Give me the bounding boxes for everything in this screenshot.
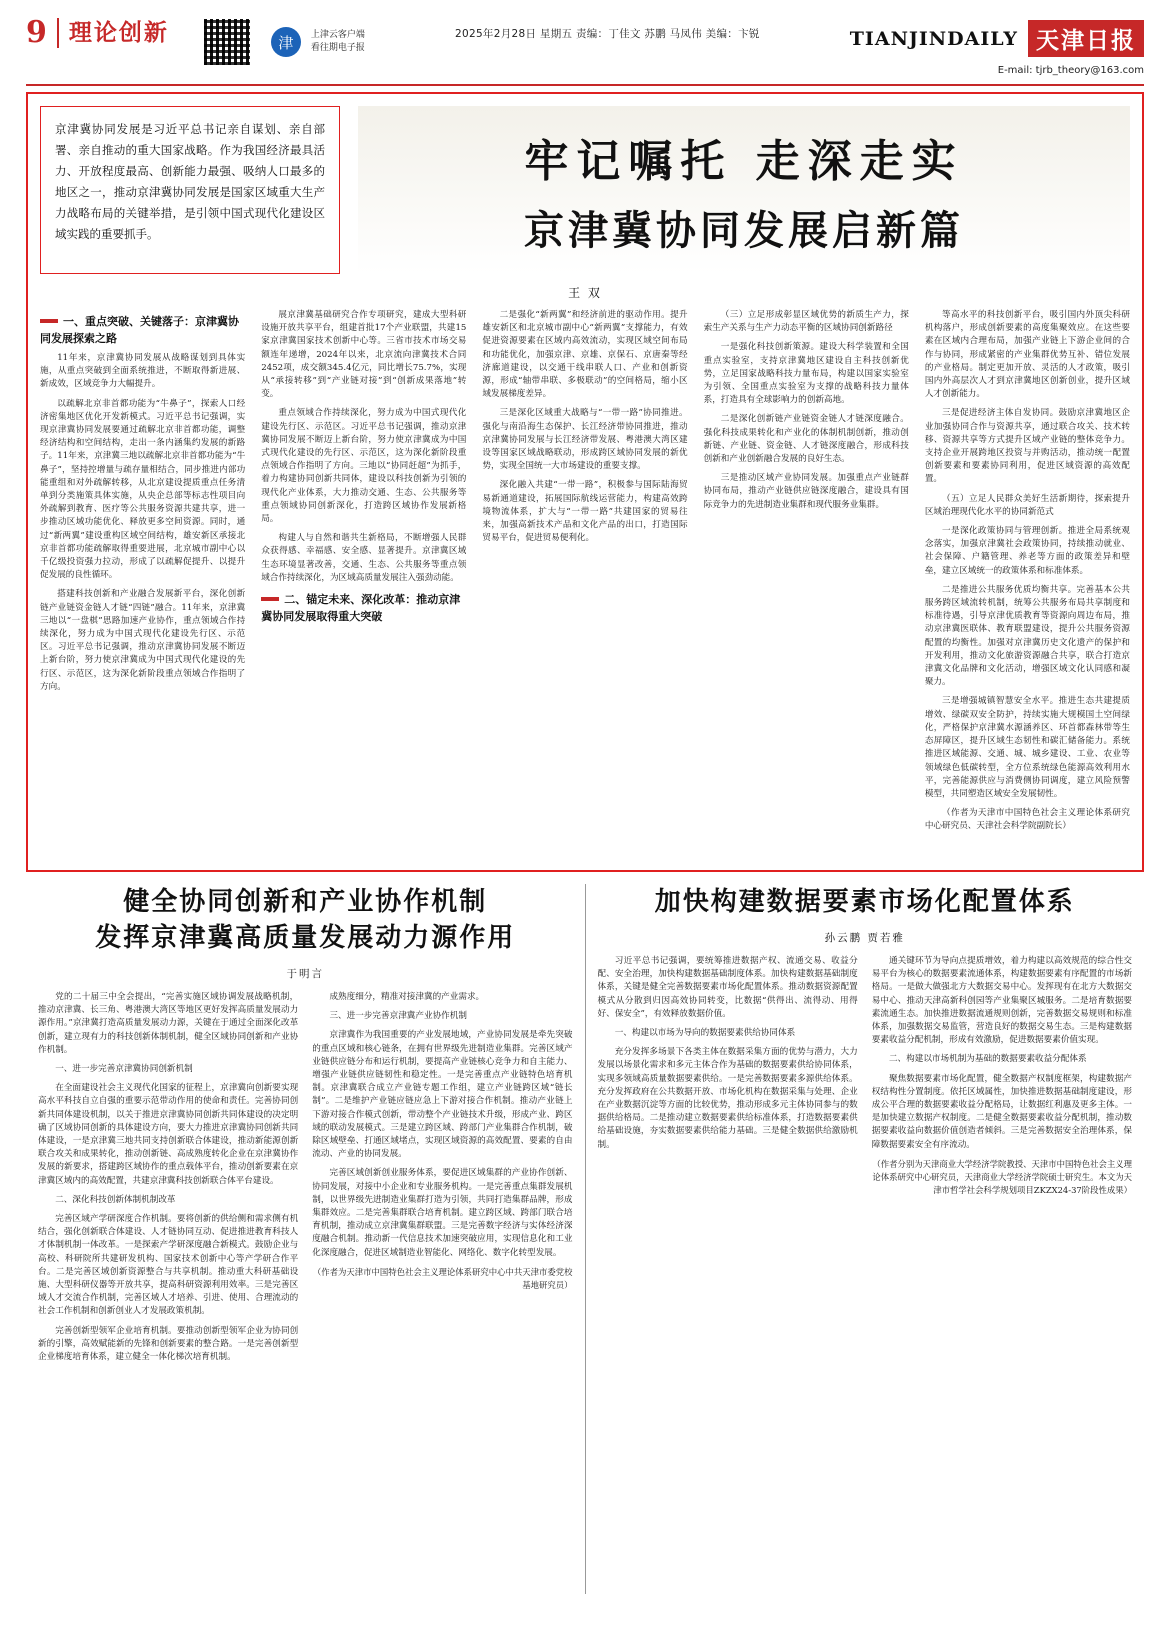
issue-line: 2025年2月28日 星期五 责编：丁佳文 苏鹏 马凤伟 美编：卞锐 [455,28,760,40]
paragraph: 二是推进公共服务优质均衡共享。完善基本公共服务跨区域流转机制，统筹公共服务布局共享制度和标准待遇，引导京津优质教育等资源向周边布局，推动京津冀医联体、教育联盟建设，提升公共服务资源配置的均衡性。加强对京津冀历史文化遗产的保护和开发利用，推动文化旅游资源融合共享，联合打造京津冀文化品牌和文化活动，增强区域文化认同感和凝聚力。 [924,584,1131,688]
paragraph: 搭建科技创新和产业融合发展新平台，深化创新链产业链资金链人才链“四链”融合。11年来，京津冀三地以“一盘棋”思路加速产业协作，重点领域合作持续深化，努力成为中国式现代化建设先行区、示范区。习近平总书记强调，推动京津冀协同发展不断迈上新台阶，努力使京津冀成为中国式现代化建设的先行区、示范区，这为深化新阶段重点领域合作指明了方向。 [40,589,246,692]
feature-author: 王 双 [568,286,602,300]
paragraph: 二、构建以市场机制为基础的数据要素收益分配体系 [888,1054,1087,1065]
article-right-title: 加快构建数据要素市场化配置体系 [654,887,1075,917]
paragraph: 党的二十届三中全会提出，“完善实施区域协调发展战略机制，推动京津冀、长三角、粤港澳大湾区等地区更好发挥高质量发展动力源作用。”京津冀打造高质量发展动力源，关键在于通过全面深化改革创新，建立现有力的科技创新体制机制，健全区域协同创新和产业协作机制。 [38,992,299,1055]
paragraph: 二是深化创新链产业链资金链人才链深度融合。强化科技成果转化和产业化的体制机制创新，推动创新链、产业链、资金链、人才链深度融合，形成科技创新和产业创新融合发展的良好生态。 [703,414,909,465]
paragraph: 三是增强城镇智慧安全水平。推进生态共建提质增效、绿碳双安全防护，持续实施大规模国土空间绿化，严格保护京津冀水源涵养区、环首都森林带等生态屏障区，提升区域生态韧性和碳汇储备能力。系统推进区域能源、交通、城、城乡建设、工业、农业等领域绿色低碳转型，全方位系统绿色能源高效利用水平，完善能源供应与消费侧协同调度，建立风险预警模型，共同塑造区域安全发展韧性。 [924,696,1131,799]
feature-column-1 [40,309,245,840]
feature-title-line2: 京津冀协同发展启新篇 [524,206,964,254]
brand-row [850,20,1144,57]
qr-block [203,18,365,66]
section-title: 理论创新 [68,19,169,46]
article-left [26,884,586,1594]
qr-code-icon[interactable] [203,18,251,66]
paragraph: 习近平总书记强调，要统筹推进数据产权、流通交易、收益分配、安全治理，加快构建数据基础制度体系。加快构建数据基础制度体系，关键是健全完善数据要素市场化配置体系。推动数据资源配置模式从分散到归因高效协同转变，比数据“供得出、流得动、用得好、保安全”，有效释放数据价值。 [597,956,858,1019]
feature-lede: 京津冀协同发展是习近平总书记亲自谋划、亲自部署、亲自推动的重大国家战略。作为我国经济最具活力、开放程度最高、创新能力最强、吸纳人口最多的地区之一，推动京津冀协同发展是国家区域重大生产力战略布局的关键举措，是引领中国式现代化建设区域实践的重要抓手。 [40,106,340,274]
qr-caption-line2: 看往期电子报 [310,43,365,53]
feature-article [26,92,1144,872]
paragraph: （三）立足形成彰显区域优势的新质生产力，探索生产关系与生产力动态平衡的区域协同创新路径 [703,310,909,334]
paragraph: （作者为天津市中国特色社会主义理论体系研究中心研究员、天津社会科学院副院长） [924,808,1131,832]
article-right [586,884,1145,1594]
paragraph: （五）立足人民群众美好生活新期待，探索提升区域治理现代化水平的协同新范式 [924,493,1131,517]
issue-info [365,18,850,41]
article-right-column-2 [872,955,1132,1197]
article-left-byline-note: （作者为天津市中国特色社会主义理论体系研究中心中共天津市委党校基地研究员） [312,1266,573,1290]
paragraph: 展京津冀基础研究合作专项研究，建成大型科研设施开放共享平台，组建首批17个产业联盟，共建15家京津冀国家技术创新中心等。三省市技术市场交易额连年递增，2024年以来，北京流向津冀技术合同2452项，成交额345.4亿元，同比增长75.7%，实现从“承接转移”到“产业链对接”到“创新成果落地”转变。 [261,310,467,400]
masthead [26,15,1144,86]
paragraph: 一是强化科技创新策源。建设大科学装置和全国重点实验室，支持京津冀地区建设自主科技创新优势，立足国家战略科技力量布局，构建以国家实验室为引领、全国重点实验室为支撑的战略科技力量体系，打造具有全球影响力的创新高地。 [703,342,909,406]
feature-header [40,106,1130,274]
red-dash-icon [261,597,279,601]
feature-title-block [358,106,1130,274]
paragraph: 三是推动区域产业协同发展。加强重点产业链群协同布局，推动产业链供应链深度融合，建设具有国际竞争力的先进制造业集群和现代服务业集群。 [703,473,909,510]
page-number: 9 [26,15,47,50]
paragraph: 在全面建设社会主义现代化国家的征程上，京津冀向创新要实现高水平科技自立自强的重要示范带动作用的使命和责任。完善协同创新共同体建设机制，以关于推进京津冀协同创新共同体建设的决定明确了区域协同创新的具体建设方向，要大力推进京津冀协同创新共同体建设，一是京津冀三地共同支持创新联合体建设，推动新能源创新联合攻关和成果转化，推动创新链、高成熟度转化企业在京津冀协作发展的新要求，搭建跨区域协作的重点载体平台，推动创新要素在京津冀区域内的高效配置，共建京津冀科技创新联合体平台建设。 [38,1083,299,1186]
paragraph: 构建人与自然和谐共生新格局，不断增强人民群众获得感、幸福感、安全感、显著提升。京津冀区域生态环境显著改善，交通、生态、公共服务等重点领域合作持续深化，为区域高质量发展注入强劲动能。 [261,533,467,583]
paragraph: 等高水平的科技创新平台，吸引国内外顶尖科研机构落户，形成创新要素的高度集聚效应。在这些要素在区域内合理布局，加强产业链上下游企业间的合作与协同，形成紧密的产业集群优势互补、错位发展的产业格局。制定更加开放、灵活的人才政策，吸引国内外高层次人才到京津冀地区创新创业，提升区域人才创新能力。 [924,310,1131,400]
paragraph: 深化融入共建“一带一路”，积极参与国际陆海贸易新通道建设，拓展国际航线运营能力，构建高效跨境物流体系，扩大与“一带一路”共建国家的贸易往来，加强高新技术产品和文化产品的出口，打造国际贸易平台，促进贸易便利化。 [482,480,688,544]
article-left-title-line2: 发挥京津冀高质量发展动力源作用 [95,923,516,953]
paragraph: 完善创新型领军企业培育机制。要推动创新型领军企业为协同创新的引擎，高效赋能新的先锋和创新要素的整合路。一是完善创新型企业梯度培育体系，建立健全一体化梯次培育机制。 [38,1325,299,1363]
article-left-columns [38,991,573,1370]
article-left-column-2 [312,991,572,1370]
article-right-authors: 孙云鹏 贾若雅 [824,932,905,944]
paragraph: 通关键环节为导向点提质增效，着力构建以高效规范的综合性交易平台为核心的数据要素流通体系，构建数据要素有序配置的市场新格局。一是做大做强北方大数据交易中心。发挥现有在北方大数据交易中心、推动天津高新科创园等产业集聚区城服务。二是培育数据要素流通生态。加快推进数据流通规则创新，完善数据交易规则和标准体系，加强数据交易监管，营造良好的数据交易生态。三是构建数据要素收益分配机制，形成有效激励，促进数据要素价值实现。 [871,956,1132,1046]
email-address: E-mail: tjrb_theory@163.com [997,65,1144,76]
paragraph: 重点领域合作持续深化，努力成为中国式现代化建设先行区、示范区。习近平总书记强调，推动京津冀协同发展不断迈上新台阶，努力使京津冀成为中国式现代化建设的先行区、示范区，这为深化新阶段重点领域合作指明了方向。三地以“协同赶超”为抓手，着力构建协同创新共同体，建设以科技创新为引领的现代化产业体系，大力推动交通、生态、公共服务等重点领域协同创新深化，打造跨区域协作发展新格局。 [261,408,467,525]
feature-subheading-2: 二、锚定未来、深化改革：推动京津冀协同发展取得重大突破 [261,593,461,624]
article-left-column-1 [38,991,298,1370]
paragraph: 二、深化科技创新体制机制改革 [55,1194,176,1205]
masthead-divider [57,18,59,48]
paragraph: 完善区域产学研深度合作机制。要将创新的供给侧和需求侧有机结合，强化创新联合体建设、人才链协同互动、促进推进教育科技人才体制机制一体改革。一是探索产学研深度融合新模式。鼓励企业与高校、科研院所共建研发机构、国家技术创新中心等产学研合作平台。二是完善区域创新资源整合与共享机制。推动重大科研基础设施、大型科研仪器等开放共享，提高科研资源利用效率。三是完善区域人才交流合作机制，完善区域人才培养、引进、使用、合理流动的社会工作机制和创新创业人才发展政策机制。 [38,1214,299,1317]
article-right-column-1 [598,955,858,1197]
feature-subheading-1: 一、重点突破、关键落子：京津冀协同发展探索之路 [40,315,239,345]
bottom-articles [26,884,1144,1594]
paragraph: 成熟度细分，精准对接津冀的产业需求。 [329,992,485,1002]
red-dash-icon [40,319,58,323]
paragraph: 京津冀作为我国重要的产业发展地域，产业协同发展是牵先突破的重点区域和核心链条，在拥有世界级先进制造业集群。完善区域产业链供应链分布和运行机制，要提高产业链核心竞争力和自主能力、增强产业链供应链韧性和稳定性。一是完善重点产业链特色培育机制。京津冀联合成立产业链专题工作组，建立产业链跨区域“链长制”。二是维护产业链应链应急上下游对接合作机制。推动产业链上下游对接合作模式创新，带动整个产业链技术升级，形成产业、跨区域的联动发展模式。三是建立跨区域、跨部门产业集群合作机制，破除区域壁垒、打通区域堵点，实现区域资源的高效配置、要素的自由流动、产业的协同发展。 [312,1030,573,1160]
paragraph: 一是深化政策协同与管理创新。推进全局系统观念落实，加强京津冀社会政策协同，持续推动就业、社会保障、户籍管理、养老等方面的政策差异和壁垒，建立区域统一的政策体系和标准体系。 [924,526,1131,576]
brand-block [850,18,1144,76]
feature-column-2 [261,309,466,840]
paragraph: 三是深化区域重大战略与“一带一路”协同推进。强化与南沿海生态保护、长江经济带协同推进，推动京津冀协同发展与长江经济带发展、粤港澳大湾区建设等国家区域战略联动，形成跨区域协同发展的新优势，实现全国统一大市场建设的重要支撑。 [482,408,688,472]
qr-caption [311,29,365,55]
paragraph: 以疏解北京非首都功能为“牛鼻子”，探索人口经济密集地区优化开发新模式。习近平总书记强调，实现京津冀协同发展要通过疏解北京非首都功能，调整经济结构和空间结构，走出一条内涵集约发展的新路子。11年来，京津冀三地以疏解北京非首都功能为“牛鼻子”，坚持控增量与疏存量相结合，同步推进内部功能重组和对外疏解转移，从北京建设提质重点任务清单到分类施策具体实施，从央企总部等标志性项目向外疏解到教育、医疗等公共服务资源共建共享，进一步推动区域功能优化、释放更多空间资源。同时，通过“新两翼”建设重构区域空间结构，雄安新区承接北京非首都功能疏解取得重要进展，北京城市副中心以千亿级投资强力拉动，形成了以疏解促提升、以提升促发展的良性循环。 [40,398,246,581]
paragraph: 一、构建以市场为导向的数据要素供给协同体系 [614,1028,796,1039]
paragraph: 充分发挥多场景下各类主体在数据采集方面的优势与潜力，大力发展以场景化需求和多元主体合作为基础的数据要素供给协同体系，实现多领域高质量数据要素供给。一是完善数据要素多源供给体系。充分发挥政府在公共数据开放、市场化机构在数据采集与处理、企业在产业数据沉淀等方面的比较优势，推动形成多元主体协同参与的数据供给格局。二是推动建立数据要素供给标准体系，打造数据要素供给基础设施，夯实数据要素供给能力基础。三是健全数据供给激励机制。 [597,1047,858,1150]
article-right-columns [598,955,1133,1197]
feature-title-line1: 牢记嘱托 走深走实 [524,135,964,187]
paragraph: 聚焦数据要素市场化配置，健全数据产权制度框架，构建数据产权结构性分置制度。依托区域属性，加快推进数据基础制度建设，形成公平合理的数据要素收益分配格局，让数据红利惠及更多主体。一是加快建立数据产权制度。二是健全数据要素收益分配机制，推动数据要素收益向数据价值创造者倾斜。三是完善数据安全治理体系，保障数据要素安全有序流动。 [871,1073,1132,1150]
feature-columns [40,309,1130,840]
paragraph: 完善区域创新创业服务体系，要促进区域集群的产业协作创新、协同发展，对接中小企业和专业服务机构。一是完善重点集群发展机制，以世界级先进制造业集群打造为引领，共同打造集群品牌，形成集群效应。二是完善集群联合培育机制。建立跨区域、跨部门联合培育机制，推动成立京津冀集群联盟。三是完善数字经济与实体经济深度融合机制。推动新一代信息技术加速突破应用，实现信息化和工业化深度融合，促进区域制造业智能化、网络化、数字化转型发展。 [312,1168,573,1258]
tianjin-logo-icon: 津 [271,27,301,57]
feature-column-3 [482,309,687,840]
feature-column-5 [925,309,1130,840]
brand-chinese: 天津日报 [1028,20,1144,57]
article-right-byline-note: （作者分别为天津商业大学经济学院教授、天津市中国特色社会主义理论体系研究中心研究员，天津商业大学经济学院硕士研究生。本文为天津市哲学社会科学规划项目ZKZX24-37阶段性成果） [872,1158,1132,1195]
feature-column-4 [704,309,909,840]
paragraph: 三、进一步完善京津冀产业协作机制 [329,1011,467,1022]
article-left-author: 于明言 [286,968,324,980]
article-left-title-line1: 健全协同创新和产业协作机制 [123,887,488,917]
paragraph: 一、进一步完善京津冀协同创新机制 [55,1064,193,1075]
paragraph: 三是促进经济主体自发协同。鼓励京津冀地区企业加强协同合作与资源共享，通过联合攻关、技术转移、资源共享等方式提升区域产业链的整体竞争力。支持企业开展跨地区投资与并购活动，推动统一配置创新要素和要素协同利用，促进区域资源的高效配置。 [924,408,1131,485]
qr-caption-line1: 上津云客户端 [310,30,365,40]
brand-english: TIANJINDAILY [849,27,1018,50]
paragraph: 二是强化“新两翼”和经济前进的驱动作用。提升雄安新区和北京城市副中心“新两翼”支撑能力，有效促进资源要素在区域内高效流动，实现区域空间布局和功能优化，加强京津、京雄、京保石、京唐秦等经济廊道建设，以交通干线串联人口、产业和创新资源，形成“轴带串联、多极联动”的空间格局，缩小区域发展梯度差异。 [482,310,688,400]
paragraph: 11年来，京津冀协同发展从战略谋划到具体实施，从重点突破到全面系统推进，不断取得新进展、新成效，区域竞争力大幅提升。 [40,353,246,390]
